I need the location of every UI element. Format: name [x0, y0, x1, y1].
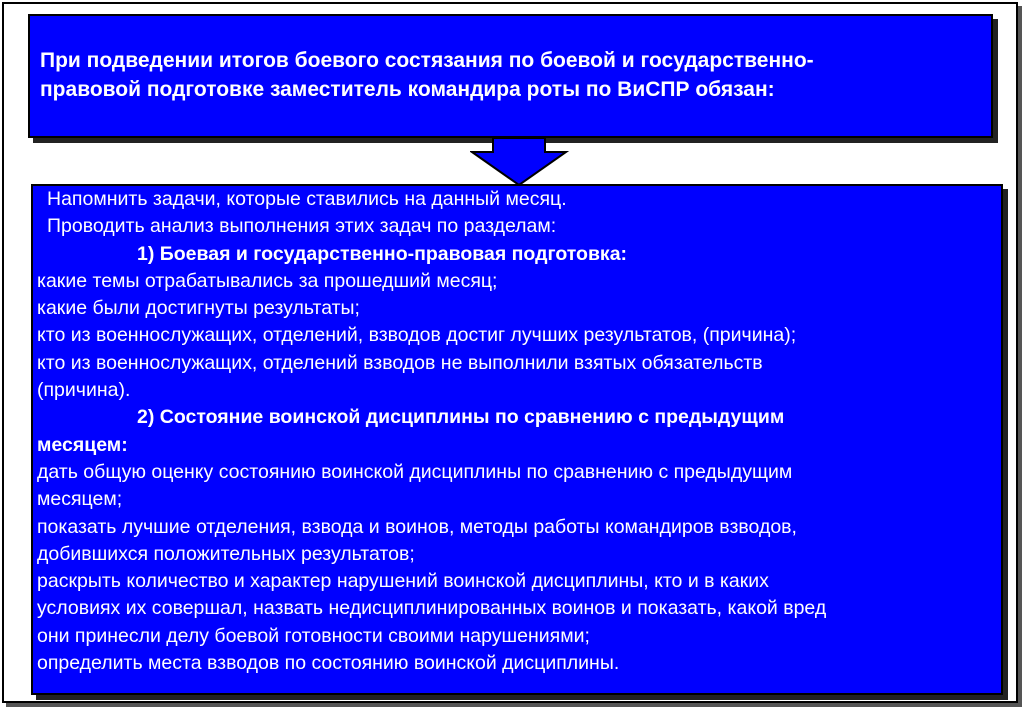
content-box [31, 184, 1003, 695]
intro-line: Напомнить задачи, которые ставились на данный месяц. [47, 188, 567, 210]
list-item: показать лучшие отделения, взвода и воинов, методы работы командиров взводов, [37, 515, 797, 538]
list-item: они принесли делу боевой готовности своими нарушениями; [37, 624, 590, 647]
down-arrow-icon [470, 138, 570, 186]
intro-line: Проводить анализ выполнения этих задач по разделам: [47, 215, 557, 238]
list-item: какие темы отрабатывались за прошедший месяц; [37, 269, 498, 292]
list-item: (причина). [37, 379, 131, 402]
list-item: дать общую оценку состоянию воинской дисциплины по сравнению с предыдущим [37, 460, 793, 483]
section-heading-continued: месяцем: [37, 433, 128, 456]
section-heading: 1) Боевая и государственно-правовая подготовка: [137, 242, 628, 265]
list-item: месяцем; [37, 488, 123, 511]
list-item: раскрыть количество и характер нарушений воинской дисциплины, кто и в каких [37, 570, 769, 593]
list-item: кто из военнослужащих, отделений, взводов достиг лучших результатов, (причина); [37, 324, 797, 347]
header-line: правовой подготовке заместитель командира роты по ВиСПР обязан: [40, 78, 775, 101]
list-item: добившихся положительных результатов; [37, 542, 415, 565]
list-item: кто из военнослужащих, отделений взводов не выполнили взятых обязательств [37, 351, 763, 374]
list-item: условиях их совершал, назвать недисциплинированных воинов и показать, какой вред [37, 597, 827, 620]
header-box [28, 14, 993, 138]
list-item: определить места взводов по состоянию воинской дисциплины. [37, 652, 620, 675]
section-heading: 2) Состояние воинской дисциплины по сравнению с предыдущим [137, 406, 785, 429]
list-item: какие были достигнуты результаты; [37, 297, 360, 320]
header-line: При подведении итогов боевого состязания по боевой и государственно- [40, 49, 814, 72]
